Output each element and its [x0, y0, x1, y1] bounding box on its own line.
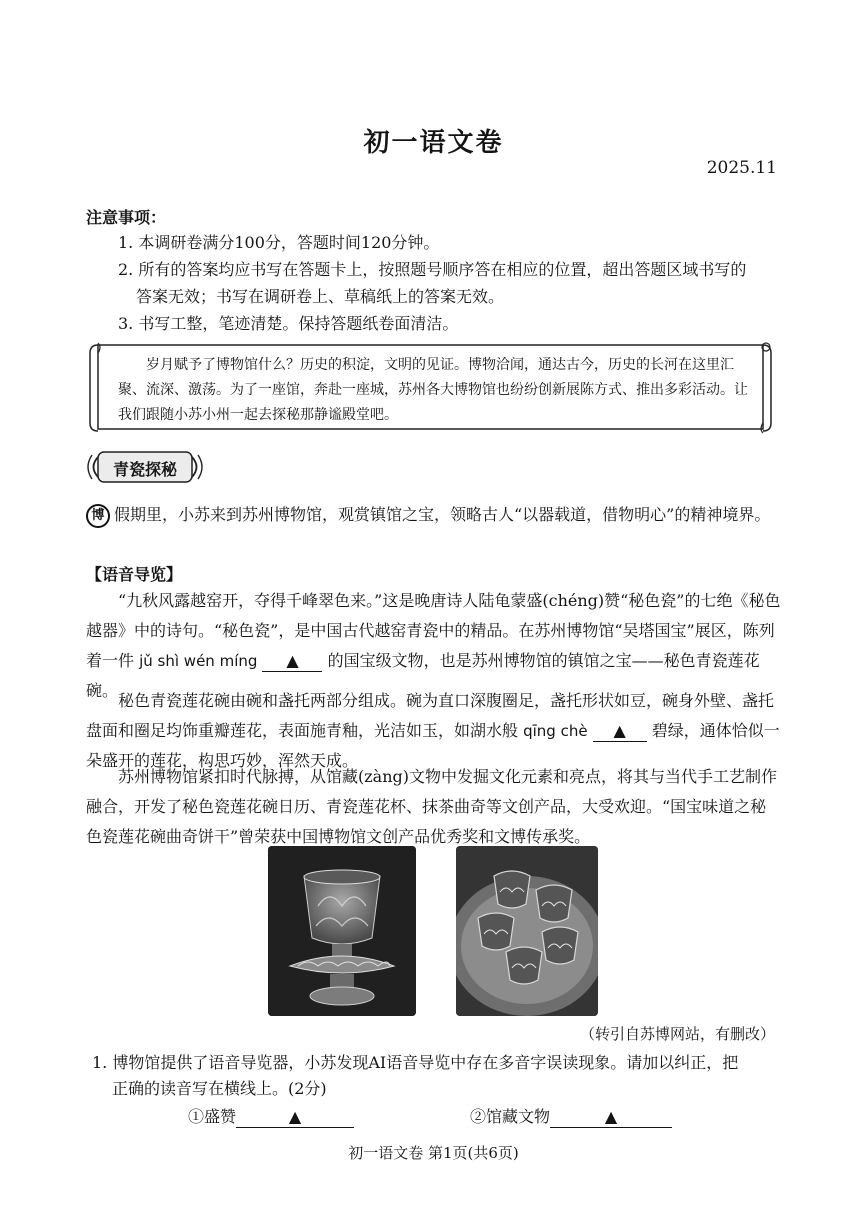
section-badge-label: 青瓷探秘 [112, 460, 177, 479]
section-lead [86, 500, 782, 530]
note-item-2: 2. 所有的答案均应书写在答题卡上，按照题号顺序答在相应的位置，超出答题区域书写的 [118, 260, 747, 279]
paragraph-1-text: “九秋风露越窑开，夺得千峰翠色来。”这是晚唐诗人陆龟蒙盛(chéng)赞“秘色瓷”的七绝《秘色越器》中的诗句。“秘色瓷”，是中国古代越窑青瓷中的精品。在苏州博物馆“吴塔国宝”展区，陈列着一件 [86, 591, 781, 670]
pinyin-2: qīng chè [523, 722, 588, 740]
lotus-cookie-image [456, 846, 598, 1016]
paragraph-1-text-cont: 的国宝级文物，也是苏州博物馆的镇馆之宝——秘色青瓷莲花碗。 [86, 651, 760, 700]
note-item-3: 3. 书写工整，笔迹清楚。保持答题纸卷面清洁。 [118, 314, 459, 333]
section-badge [86, 449, 204, 485]
intro-scroll [88, 337, 773, 437]
lotus-bowl-photo [268, 846, 416, 1016]
stamp-icon: 博 [86, 504, 110, 528]
image-caption: （转引自苏博网站，有删改） [579, 1025, 775, 1043]
question-1-item-2 [470, 1102, 672, 1132]
lotus-bowl-image [268, 846, 416, 1016]
answer-field-1[interactable]: ▲ [236, 1107, 354, 1128]
answer-field-2[interactable]: ▲ [550, 1107, 672, 1128]
question-1-item-1 [188, 1102, 354, 1132]
note-item-2-cont: 答案无效；书写在调研卷上、草稿纸上的答案无效。 [136, 287, 505, 306]
answer-blank-2[interactable]: ▲ [593, 721, 647, 742]
cookie-photo [456, 846, 598, 1016]
exam-date: 2025.11 [706, 158, 777, 178]
question-1-line-2: 正确的读音写在横线上。(2分) [112, 1079, 327, 1098]
pinyin-1: jǔ shì wén míng [139, 652, 258, 670]
item-1-label: ①盛赞 [188, 1107, 237, 1126]
section-lead-text: 假期里，小苏来到苏州博物馆，观赏镇馆之宝，领略古人“以器载道，借物明心”的精神境界。 [114, 505, 771, 524]
paragraph-3: 苏州博物馆紧扣时代脉搏，从馆藏(zàng)文物中发掘文化元素和亮点，将其与当代手工艺制作融合，开发了秘色瓷莲花碗日历、青瓷莲花杯、抹茶曲奇等文创产品，大受欢迎。“国宝味道之秘色瓷莲花碗曲奇饼干”曾荣获中国博物馆文创产品优秀奖和文博传承奖。 [86, 767, 778, 846]
paragraph-2-text-cont: 碧绿，通体恰似一朵盛开的莲花，构思巧妙，浑然天成。 [86, 721, 780, 770]
note-item-1: 1. 本调研卷满分100分，答题时间120分钟。 [118, 233, 440, 252]
page-title: 初一语文卷 [363, 128, 504, 158]
notes-heading: 注意事项： [86, 208, 167, 227]
answer-blank-1[interactable]: ▲ [262, 651, 322, 672]
item-2-label: ②馆藏文物 [470, 1107, 551, 1126]
paragraph-2-text: 秘色青瓷莲花碗由碗和盏托两部分组成。碗为直口深腹圈足，盏托形状如豆，碗身外壁、盏托盘面和圈足均饰重瓣莲花，表面施青釉，光洁如玉，如湖水般 [86, 691, 775, 740]
question-1-line-1: 1. 博物馆提供了语音导览器，小苏发现AI语音导览中存在多音字误读现象。请加以纠正，把 [92, 1053, 739, 1072]
subheading-audio-guide: 【语音导览】 [86, 565, 183, 584]
intro-text: 岁月赋予了博物馆什么？历史的积淀，文明的见证。博物洽闻，通达古今，历史的长河在这里汇聚、流深、激荡。为了一座馆，奔赴一座城，苏州各大博物馆也纷纷创新展陈方式、推出多彩活动。让我们跟随小苏小州一起去探秘那静谧殿堂吧。 [118, 357, 748, 423]
page-footer: 初一语文卷 第1页(共6页) [348, 1144, 519, 1162]
